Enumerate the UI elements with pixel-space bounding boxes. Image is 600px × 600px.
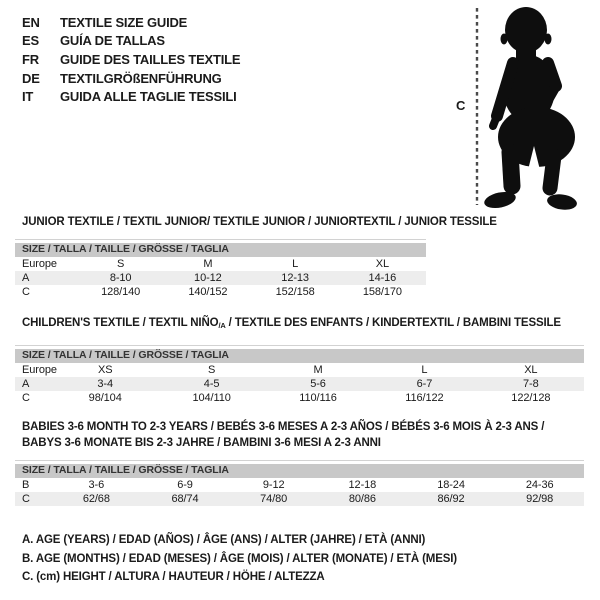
baby-silhouette bbox=[483, 7, 578, 211]
value-cell: 3-6 bbox=[88, 478, 105, 491]
size-table-junior bbox=[15, 239, 426, 299]
row-label-cell: A bbox=[22, 377, 30, 390]
value-cell: 5-6 bbox=[310, 377, 326, 390]
section-title-line bbox=[22, 215, 497, 231]
value-cell: 3-4 bbox=[97, 377, 113, 390]
value-cell: 12-13 bbox=[281, 271, 309, 284]
row-label-cell: Europe bbox=[22, 363, 57, 376]
value-cell: 8-10 bbox=[109, 271, 132, 284]
value-cell: 74/80 bbox=[260, 492, 288, 505]
row-label-cell: Europe bbox=[22, 257, 57, 270]
title-text: BABYS 3-6 MONATE BIS 2-3 JAHRE / BAMBINI 3-6 MESI A 2-3 ANNI bbox=[22, 436, 381, 449]
row-label-cell: C bbox=[22, 492, 30, 505]
title-text: / TEXTILE DES ENFANTS / KINDERTEXTIL / BAMBINI TESSILE bbox=[225, 317, 561, 329]
value-cell: 140/152 bbox=[188, 285, 228, 298]
value-cell: 18-24 bbox=[437, 478, 465, 491]
value-cell: L bbox=[292, 257, 299, 270]
language-guide-title: TEXTILE SIZE GUIDE bbox=[60, 14, 188, 30]
language-row bbox=[22, 13, 240, 32]
baby-silhouette-figure bbox=[468, 4, 598, 211]
value-cell: 9-12 bbox=[262, 478, 285, 491]
row-label-cell: B bbox=[22, 478, 30, 491]
table-row bbox=[15, 285, 426, 299]
language-row bbox=[22, 32, 240, 51]
value-cell: 110/116 bbox=[299, 391, 337, 404]
row-label-cell: C bbox=[22, 391, 30, 404]
row-label-cell: C bbox=[22, 285, 30, 298]
size-table-babies bbox=[15, 460, 584, 506]
value-cell: 80/86 bbox=[348, 492, 376, 505]
language-row bbox=[22, 50, 240, 69]
value-cell: 62/68 bbox=[82, 492, 110, 505]
table-row bbox=[15, 391, 584, 405]
value-cell: 24-36 bbox=[525, 478, 554, 491]
value-cell: 158/170 bbox=[362, 285, 402, 298]
language-code: EN bbox=[22, 14, 40, 30]
section-title-line bbox=[22, 316, 561, 332]
language-row bbox=[22, 87, 240, 106]
title-text: BABIES 3-6 MONTH TO 2-3 YEARS / BEBÉS 3-6 MESES A 2-3 AÑOS / BÉBÉS 3-6 MOIS À 2-3 ANS / bbox=[22, 421, 545, 433]
value-cell: 7-8 bbox=[523, 377, 539, 390]
title-text: CHILDREN'S TEXTILE / TEXTIL NIÑO bbox=[22, 317, 219, 329]
value-cell: S bbox=[207, 363, 216, 376]
value-cell: M bbox=[313, 363, 323, 376]
value-cell: 12-18 bbox=[348, 478, 377, 491]
note-line: B. AGE (MONTHS) / EDAD (MESES) / ÂGE (MOIS) / ALTER (MONATE) / ETÀ (MESI) bbox=[22, 552, 457, 565]
language-code: DE bbox=[22, 70, 40, 86]
section-title-junior bbox=[22, 215, 497, 231]
note-line: A. AGE (YEARS) / EDAD (AÑOS) / ÂGE (ANS) / ALTER (JAHRE) / ETÀ (ANNI) bbox=[22, 534, 426, 546]
value-cell: 10-12 bbox=[194, 271, 222, 284]
value-cell: XL bbox=[524, 363, 538, 376]
language-guide-title: TEXTILGRÖßENFÜHRUNG bbox=[60, 70, 222, 86]
size-table-children bbox=[15, 345, 584, 405]
table-row bbox=[15, 478, 584, 492]
language-code: ES bbox=[22, 33, 39, 49]
height-measure-label: C bbox=[456, 98, 466, 113]
legend-notes bbox=[22, 531, 457, 587]
value-cell: 122/128 bbox=[511, 391, 551, 404]
table-row bbox=[15, 492, 584, 506]
section-title-line bbox=[22, 436, 544, 452]
language-guide-title: GUIDE DES TAILLES TEXTILE bbox=[60, 51, 241, 67]
language-guide-title: GUIDA ALLE TAGLIE TESSILI bbox=[60, 89, 237, 105]
section-title-babies bbox=[22, 420, 544, 451]
table-row bbox=[15, 257, 426, 271]
row-label-cell: A bbox=[22, 271, 30, 284]
table-row bbox=[15, 271, 426, 285]
table-row bbox=[15, 377, 584, 391]
title-text: /A bbox=[218, 321, 226, 330]
section-title-children bbox=[22, 316, 561, 332]
value-cell: L bbox=[421, 363, 428, 376]
value-cell: 98/104 bbox=[88, 391, 122, 404]
language-row bbox=[22, 69, 240, 88]
language-title-list bbox=[22, 13, 240, 106]
value-cell: 4-5 bbox=[203, 377, 220, 390]
value-cell: 104/110 bbox=[192, 391, 231, 404]
value-cell: XS bbox=[97, 363, 113, 376]
table-row bbox=[15, 363, 584, 377]
language-guide-title: GUÍA DE TALLAS bbox=[60, 33, 165, 49]
language-code: IT bbox=[22, 89, 34, 105]
table-size-header-bar: SIZE / TALLA / TAILLE / GRÖSSE / TAGLIA bbox=[15, 464, 584, 478]
value-cell: 86/92 bbox=[437, 492, 465, 505]
value-cell: S bbox=[117, 257, 125, 270]
value-cell: 116/122 bbox=[405, 391, 444, 404]
note-line: C. (cm) HEIGHT / ALTURA / HAUTEUR / HÖHE / ALTEZZA bbox=[22, 571, 325, 584]
value-cell: 128/140 bbox=[101, 285, 141, 298]
value-cell: 6-7 bbox=[416, 377, 433, 390]
value-cell: 6-9 bbox=[177, 478, 193, 491]
value-cell: XL bbox=[375, 257, 389, 270]
value-cell: 14-16 bbox=[368, 271, 397, 284]
value-cell: 152/158 bbox=[275, 285, 315, 298]
value-cell: 92/98 bbox=[526, 492, 554, 505]
table-size-header-bar: SIZE / TALLA / TAILLE / GRÖSSE / TAGLIA bbox=[15, 349, 584, 363]
section-title-line bbox=[22, 420, 544, 436]
language-code: FR bbox=[22, 51, 39, 67]
title-text: JUNIOR TEXTILE / TEXTIL JUNIOR/ TEXTILE JUNIOR / JUNIORTEXTIL / JUNIOR TESSILE bbox=[22, 216, 497, 228]
value-cell: 68/74 bbox=[171, 492, 199, 505]
value-cell: M bbox=[203, 257, 213, 270]
table-size-header-bar: SIZE / TALLA / TAILLE / GRÖSSE / TAGLIA bbox=[15, 243, 426, 257]
